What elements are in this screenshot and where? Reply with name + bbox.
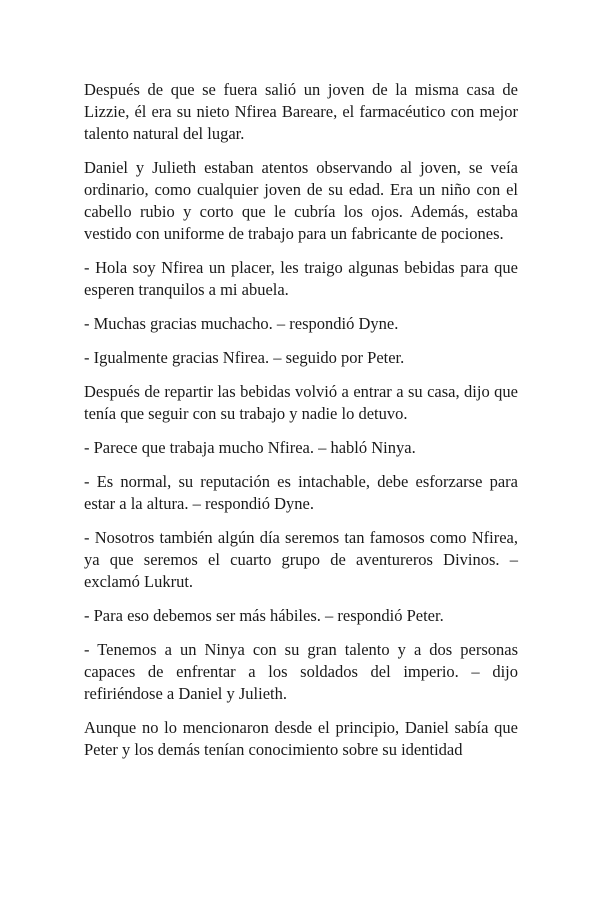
paragraph: - Tenemos a un Ninya con su gran talento y a dos personas capaces de enfrentar a los soldados del imperio. – dijo refiriéndose a Daniel y Julieth. bbox=[84, 640, 518, 703]
paragraph: Daniel y Julieth estaban atentos observando al joven, se veía ordinario, como cualquier joven de su edad. Era un niño con el cabello rubio y corto que le cubría los ojos. Además, estaba vestido con uniforme de trabajo para un fabricante de pociones. bbox=[84, 158, 518, 243]
paragraph: - Para eso debemos ser más hábiles. – respondió Peter. bbox=[84, 606, 444, 625]
paragraph: Después de repartir las bebidas volvió a entrar a su casa, dijo que tenía que seguir con su trabajo y nadie lo detuvo. bbox=[84, 382, 518, 423]
paragraph: - Es normal, su reputación es intachable, debe esforzarse para estar a la altura. – respondió Dyne. bbox=[84, 472, 518, 513]
paragraph: - Hola soy Nfirea un placer, les traigo algunas bebidas para que esperen tranquilos a mi abuela. bbox=[84, 258, 518, 299]
paragraph: - Parece que trabaja mucho Nfirea. – habló Ninya. bbox=[84, 438, 416, 457]
paragraph: - Muchas gracias muchacho. – respondió Dyne. bbox=[84, 314, 399, 333]
paragraph: Después de que se fuera salió un joven de la misma casa de Lizzie, él era su nieto Nfirea Bareare, el farmacéutico con mejor talento natural del lugar. bbox=[84, 80, 518, 143]
paragraph: - Nosotros también algún día seremos tan famosos como Nfirea, ya que seremos el cuarto grupo de aventureros Divinos. – exclamó Lukrut. bbox=[84, 528, 518, 591]
document-page bbox=[84, 79, 518, 773]
paragraph: - Igualmente gracias Nfirea. – seguido por Peter. bbox=[84, 348, 405, 367]
paragraph: Aunque no lo mencionaron desde el principio, Daniel sabía que Peter y los demás tenían conocimiento sobre su identidad bbox=[84, 718, 518, 759]
